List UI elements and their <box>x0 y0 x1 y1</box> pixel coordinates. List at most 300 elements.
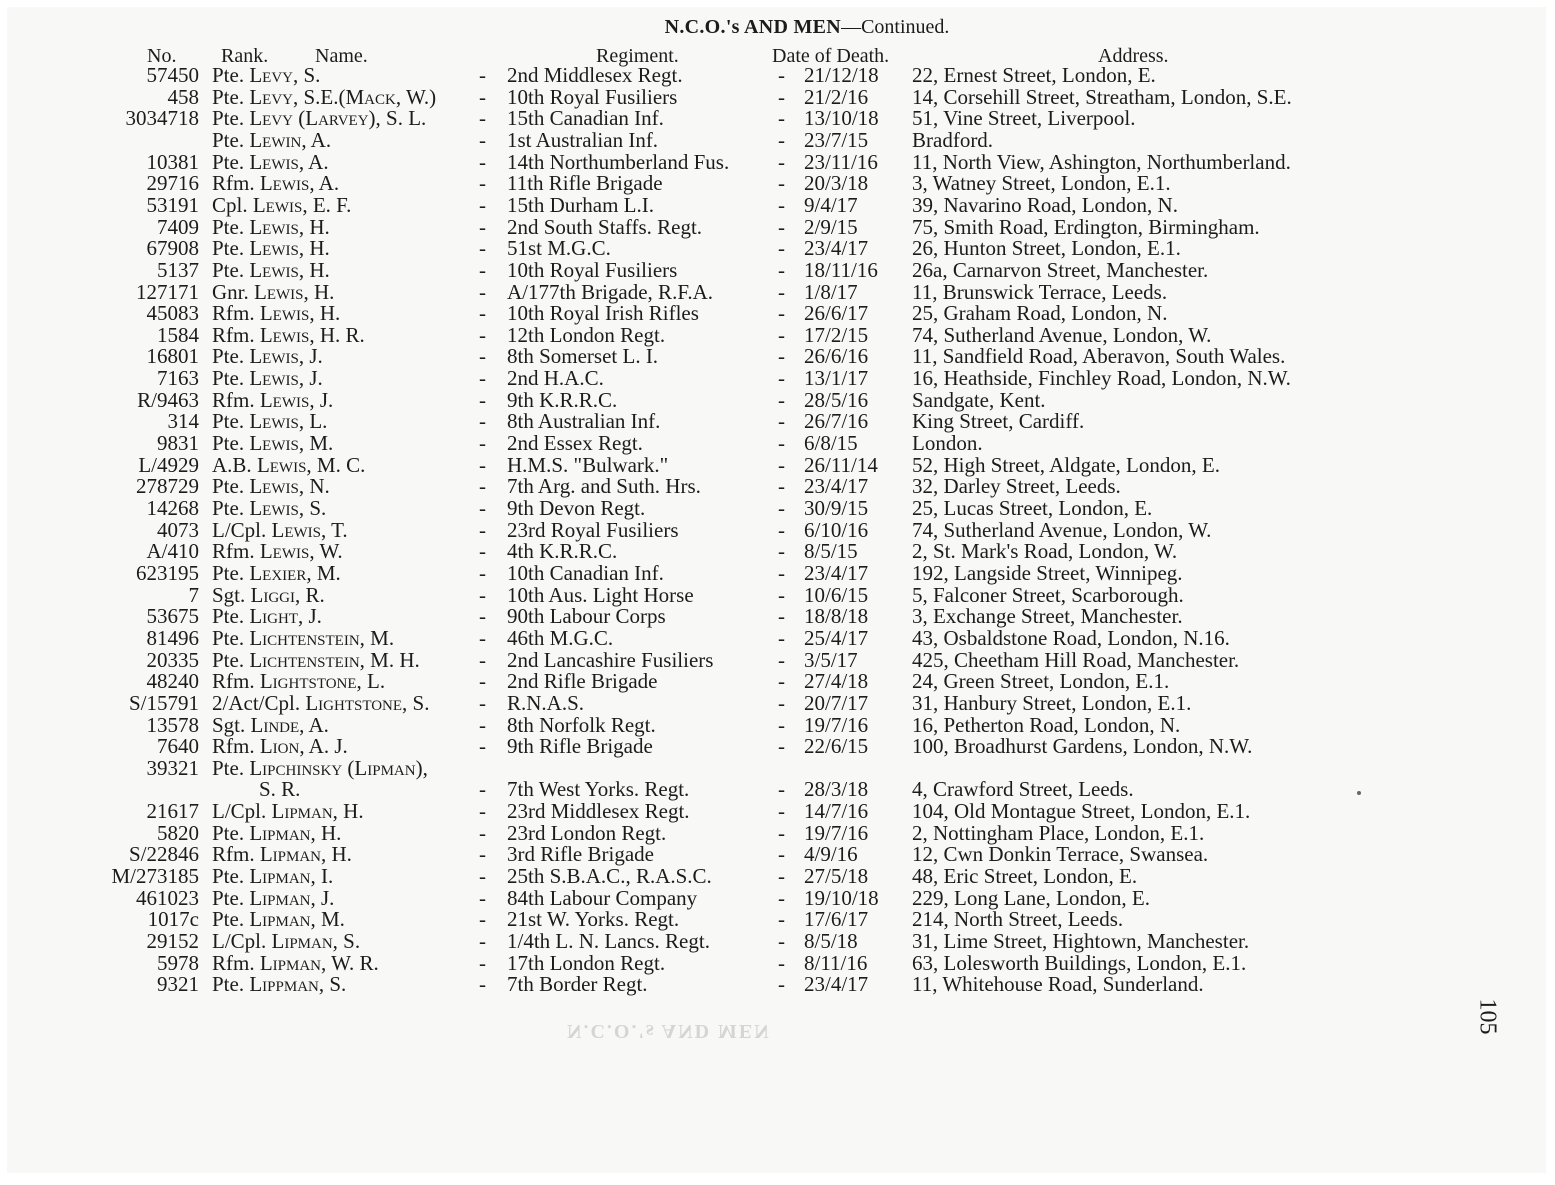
table-row <box>7 930 1546 952</box>
row-address: 11, North View, Ashington, Northumberland. <box>912 149 1291 174</box>
row-name: Lewis, H. <box>249 236 330 261</box>
row-number: 13578 <box>146 712 199 737</box>
row-name: Lightstone, S. <box>305 690 430 715</box>
row-date-of-death: 9/4/17 <box>804 192 858 217</box>
leader-dash: - <box>778 625 785 650</box>
row-date-of-death: 23/7/15 <box>804 127 869 152</box>
row-regiment: 10th Canadian Inf. <box>507 560 664 585</box>
row-name: Lipman, I. <box>249 864 334 889</box>
row-name: Lewis, J. <box>249 344 323 369</box>
table-row <box>7 172 1546 194</box>
row-address: 25, Graham Road, London, N. <box>912 301 1168 326</box>
table-row <box>7 908 1546 930</box>
row-rank: Pte. <box>212 755 245 780</box>
table-row <box>7 194 1546 216</box>
row-rank: Sgt. <box>212 712 246 737</box>
row-date-of-death: 18/8/18 <box>804 604 869 629</box>
leader-dash: - <box>479 127 486 152</box>
row-rank-name <box>212 800 364 822</box>
table-row <box>7 281 1546 303</box>
leader-dash: - <box>479 712 486 737</box>
page-title-main: N.C.O.'s AND MEN <box>664 16 842 38</box>
row-date-of-death: 21/2/16 <box>804 84 869 109</box>
row-address: 43, Osbaldstone Road, London, N.16. <box>912 625 1230 650</box>
leader-dash: - <box>479 604 486 629</box>
header-regiment: Regiment. <box>596 45 679 67</box>
row-rank: Pte. <box>212 344 245 369</box>
row-rank: Pte. <box>212 625 245 650</box>
leader-dash: - <box>778 539 785 564</box>
row-regiment: 9th Devon Regt. <box>507 496 646 520</box>
leader-dash: - <box>778 517 785 542</box>
leader-dash: - <box>778 344 785 369</box>
row-address: 26, Hunton Street, London, E.1. <box>912 236 1181 261</box>
row-rank-name <box>212 151 329 173</box>
header-date-of-death: Date of Death. <box>772 45 890 67</box>
leader-dash: - <box>778 387 785 412</box>
leader-dash: - <box>778 842 785 867</box>
row-name: Lipchinsky (Lipman), <box>249 755 428 780</box>
row-regiment: 2nd Middlesex Regt. <box>507 63 683 87</box>
leader-dash: - <box>778 712 785 737</box>
row-date-of-death: 26/6/16 <box>804 344 869 369</box>
row-rank: Pte. <box>212 560 245 585</box>
row-rank-name <box>212 562 341 584</box>
row-address: Bradford. <box>912 127 994 152</box>
row-number: 3034718 <box>125 106 199 131</box>
row-rank-name <box>212 887 334 909</box>
row-date-of-death: 23/4/17 <box>804 474 869 499</box>
row-rank: Rfm. <box>212 842 255 867</box>
row-rank: Rfm. <box>212 322 255 347</box>
row-rank-name <box>212 454 365 476</box>
leader-dash: - <box>479 301 486 326</box>
row-rank-name <box>212 692 430 714</box>
row-regiment: 10th Royal Fusiliers <box>507 84 678 109</box>
row-date-of-death: 14/7/16 <box>804 799 869 824</box>
leader-dash: - <box>778 192 785 217</box>
row-address: 5, Falconer Street, Scarborough. <box>912 582 1184 607</box>
row-number: M/273185 <box>111 864 199 889</box>
row-name: Lewis, L. <box>249 409 328 434</box>
row-date-of-death: 18/11/16 <box>804 257 878 282</box>
row-regiment: 14th Northumberland Fus. <box>507 149 730 174</box>
table-row <box>7 843 1546 865</box>
table-row <box>7 237 1546 259</box>
row-name: Lewis, M. C. <box>256 452 366 477</box>
row-name: Lewis, H. <box>249 214 330 239</box>
row-rank-name <box>212 194 351 216</box>
row-name: Lewis, M. <box>249 431 334 456</box>
row-address: King Street, Cardiff. <box>912 409 1085 434</box>
row-regiment: 3rd Rifle Brigade <box>507 842 654 867</box>
row-number: 4073 <box>157 517 199 542</box>
row-address: 192, Langside Street, Winnipeg. <box>912 560 1183 585</box>
row-date-of-death: 20/7/17 <box>804 690 869 715</box>
row-date-of-death: 19/7/16 <box>804 712 869 737</box>
row-rank: Pte. <box>212 474 245 499</box>
row-rank-name <box>212 670 385 692</box>
leader-dash: - <box>778 301 785 326</box>
row-rank-name <box>212 519 348 541</box>
row-date-of-death: 17/2/15 <box>804 322 869 347</box>
leader-dash: - <box>778 690 785 715</box>
row-address: 2, Nottingham Place, London, E.1. <box>912 820 1205 845</box>
row-rank-name <box>212 649 420 671</box>
row-date-of-death: 19/7/16 <box>804 820 869 845</box>
table-row <box>7 64 1546 86</box>
row-rank: L/Cpl. <box>212 517 267 542</box>
row-date-of-death: 23/11/16 <box>804 149 878 174</box>
row-regiment: 2nd Lancashire Fusiliers <box>507 647 714 672</box>
row-date-of-death: 1/8/17 <box>804 279 858 304</box>
row-regiment: 12th London Regt. <box>507 322 666 347</box>
row-name: Levy, S.E.(Mack, W.) <box>249 84 437 109</box>
leader-dash: - <box>778 84 785 109</box>
leader-dash: - <box>778 279 785 304</box>
leader-dash: - <box>778 929 785 953</box>
row-name: Lewis, J. <box>249 366 323 391</box>
row-regiment: R.N.A.S. <box>507 690 585 715</box>
row-number: 53675 <box>146 604 199 629</box>
row-name: Lewis, W. <box>259 539 343 564</box>
row-date-of-death: 8/5/18 <box>804 929 858 953</box>
leader-dash: - <box>479 907 486 932</box>
leader-dash: - <box>778 149 785 174</box>
row-rank: Pte. <box>212 214 245 239</box>
row-rank-name <box>212 952 379 974</box>
row-regiment: 10th Aus. Light Horse <box>507 582 694 607</box>
row-rank-name <box>212 86 436 108</box>
leader-dash: - <box>778 669 785 694</box>
row-number: 16801 <box>146 344 199 369</box>
row-name: Lewin, A. <box>249 127 332 152</box>
table-row <box>7 735 1546 757</box>
leader-dash: - <box>778 127 785 152</box>
row-date-of-death: 23/4/17 <box>804 236 869 261</box>
leader-dash: - <box>479 625 486 650</box>
row-address: 31, Lime Street, Hightown, Manchester. <box>912 929 1250 953</box>
row-number: 7640 <box>157 734 199 759</box>
leader-dash: - <box>479 257 486 282</box>
row-rank-name <box>212 281 334 303</box>
row-rank: Pte. <box>212 972 245 997</box>
row-rank-name <box>212 475 330 497</box>
row-number: 127171 <box>136 279 199 304</box>
row-date-of-death: 26/6/17 <box>804 301 869 326</box>
row-address: 3, Watney Street, London, E.1. <box>912 171 1171 196</box>
table-row <box>7 216 1546 238</box>
row-rank-name <box>212 584 325 606</box>
row-rank-name <box>212 757 428 779</box>
table-row <box>7 519 1546 541</box>
row-rank-name <box>212 865 333 887</box>
row-name: Lipman, M. <box>249 907 345 932</box>
table-row <box>7 389 1546 411</box>
row-date-of-death: 21/12/18 <box>804 63 879 87</box>
row-number: R/9463 <box>137 387 199 412</box>
row-address: 74, Sutherland Avenue, London, W. <box>912 517 1212 542</box>
leader-dash: - <box>479 560 486 585</box>
table-row <box>7 757 1546 779</box>
row-rank: Gnr. <box>212 279 249 304</box>
leader-dash: - <box>479 950 486 975</box>
leader-dash: - <box>479 106 486 131</box>
leader-dash: - <box>778 452 785 477</box>
row-date-of-death: 6/8/15 <box>804 431 858 456</box>
row-rank-name <box>212 540 343 562</box>
row-regiment: 2nd South Staffs. Regt. <box>507 214 703 239</box>
table-row <box>7 627 1546 649</box>
leader-dash: - <box>778 106 785 131</box>
leader-dash: - <box>479 84 486 109</box>
table-row <box>7 475 1546 497</box>
show-through-text: N.C.O.'s AND MEN <box>567 1020 771 1042</box>
row-address: London. <box>912 431 983 456</box>
row-date-of-death: 13/10/18 <box>804 106 879 131</box>
row-name: Lipman, S. <box>271 929 361 953</box>
leader-dash: - <box>778 322 785 347</box>
table-row <box>7 692 1546 714</box>
row-date-of-death: 3/5/17 <box>804 647 858 672</box>
table-row <box>7 778 1546 800</box>
leader-dash: - <box>778 431 785 456</box>
leader-dash: - <box>778 582 785 607</box>
row-regiment: 10th Royal Irish Rifles <box>507 301 699 326</box>
row-number: 9831 <box>157 431 199 456</box>
row-rank-name <box>212 930 360 952</box>
row-rank-name <box>212 714 329 736</box>
row-number: 53191 <box>146 192 199 217</box>
row-address: 16, Heathside, Finchley Road, London, N.W. <box>912 366 1291 391</box>
row-address: 16, Petherton Road, London, N. <box>912 712 1181 737</box>
table-row <box>7 107 1546 129</box>
row-address: 11, Brunswick Terrace, Leeds. <box>912 279 1168 304</box>
row-rank: Pte. <box>212 431 245 456</box>
header-no: No. <box>147 45 177 67</box>
row-regiment: 9th Rifle Brigade <box>507 734 653 759</box>
leader-dash: - <box>778 366 785 391</box>
row-address: 22, Ernest Street, London, E. <box>912 63 1156 87</box>
row-rank-name <box>212 843 352 865</box>
row-address: 11, Sandfield Road, Aberavon, South Wales. <box>912 344 1286 369</box>
row-rank: Pte. <box>212 149 245 174</box>
table-row <box>7 714 1546 736</box>
row-regiment: 8th Somerset L. I. <box>507 344 659 369</box>
row-rank-name <box>212 973 346 995</box>
leader-dash: - <box>778 171 785 196</box>
row-rank: Pte. <box>212 496 245 520</box>
leader-dash: - <box>479 366 486 391</box>
table-row <box>7 605 1546 627</box>
row-rank-name <box>259 778 300 800</box>
row-rank-name <box>212 822 341 844</box>
row-address: 39, Navarino Road, London, N. <box>912 192 1178 217</box>
row-date-of-death: 26/11/14 <box>804 452 878 477</box>
leader-dash: - <box>778 972 785 997</box>
row-date-of-death: 28/3/18 <box>804 777 869 802</box>
leader-dash: - <box>479 63 486 87</box>
row-name: Lewis, J. <box>259 387 334 412</box>
row-name: Lipman, H. <box>259 842 352 867</box>
row-name: Lippman, S. <box>249 972 347 997</box>
leader-dash: - <box>479 409 486 434</box>
row-regiment: 2nd Essex Regt. <box>507 431 643 456</box>
row-rank: Pte. <box>212 604 245 629</box>
leader-dash: - <box>479 647 486 672</box>
row-address: 26a, Carnarvon Street, Manchester. <box>912 257 1209 282</box>
row-rank: Cpl. <box>212 192 248 217</box>
leader-dash: - <box>778 63 785 87</box>
row-date-of-death: 6/10/16 <box>804 517 869 542</box>
row-regiment: 4th K.R.R.C. <box>507 539 618 564</box>
leader-dash: - <box>479 387 486 412</box>
row-regiment: 7th Arg. and Suth. Hrs. <box>507 474 701 499</box>
row-rank: 2/Act/Cpl. <box>212 690 301 715</box>
table-row <box>7 151 1546 173</box>
row-regiment: 1st Australian Inf. <box>507 127 659 152</box>
row-rank-name <box>212 605 322 627</box>
leader-dash: - <box>479 431 486 456</box>
table-row <box>7 865 1546 887</box>
row-rank: Pte. <box>212 106 245 131</box>
row-address: 25, Lucas Street, London, E. <box>912 496 1153 520</box>
row-regiment: 17th London Regt. <box>507 950 666 975</box>
table-row <box>7 367 1546 389</box>
row-date-of-death: 13/1/17 <box>804 366 869 391</box>
row-name: S. R. <box>259 777 301 802</box>
header-address: Address. <box>1098 45 1169 67</box>
row-rank-name <box>212 410 327 432</box>
row-rank: Pte. <box>212 84 245 109</box>
table-row <box>7 259 1546 281</box>
row-name: Levy, S. <box>249 63 321 87</box>
row-name: Lewis, A. <box>259 171 340 196</box>
row-name: Lewis, A. <box>249 149 329 174</box>
table-row <box>7 800 1546 822</box>
leader-dash: - <box>479 474 486 499</box>
row-address: 14, Corsehill Street, Streatham, London, S.E. <box>912 84 1292 109</box>
table-row <box>7 952 1546 974</box>
row-rank-name <box>212 345 323 367</box>
row-date-of-death: 30/9/15 <box>804 496 869 520</box>
row-rank: Pte. <box>212 257 245 282</box>
row-rank-name <box>212 302 340 324</box>
leader-dash: - <box>479 192 486 217</box>
row-number: S/22846 <box>128 842 199 867</box>
row-address: 2, St. Mark's Road, London, W. <box>912 539 1178 564</box>
row-number: 20335 <box>146 647 199 672</box>
row-number: A/410 <box>146 539 199 564</box>
row-regiment: 90th Labour Corps <box>507 604 666 629</box>
leader-dash: - <box>778 820 785 845</box>
row-name: Levy (Larvey), S. L. <box>249 106 427 131</box>
table-row <box>7 584 1546 606</box>
leader-dash: - <box>778 236 785 261</box>
row-number: 57450 <box>146 63 199 87</box>
row-name: Lipman, J. <box>249 885 335 910</box>
leader-dash: - <box>479 690 486 715</box>
row-date-of-death: 28/5/16 <box>804 387 869 412</box>
row-date-of-death: 19/10/18 <box>804 885 879 910</box>
row-rank: Rfm. <box>212 539 255 564</box>
row-number: 5978 <box>157 950 199 975</box>
row-regiment: 9th K.R.R.C. <box>507 387 618 412</box>
leader-dash: - <box>479 214 486 239</box>
row-rank-name <box>212 908 345 930</box>
row-name: Lewis, T. <box>271 517 348 542</box>
row-rank: Rfm. <box>212 734 255 759</box>
row-name: Lewis, H. <box>249 257 330 282</box>
row-name: Lipman, W. R. <box>259 950 379 975</box>
leader-dash: - <box>479 929 486 953</box>
row-number: S/15791 <box>128 690 199 715</box>
row-number: 14268 <box>146 496 199 520</box>
table-row <box>7 670 1546 692</box>
row-regiment: 15th Canadian Inf. <box>507 106 664 131</box>
leader-dash: - <box>778 799 785 824</box>
row-regiment: 51st M.G.C. <box>507 236 611 261</box>
leader-dash: - <box>778 474 785 499</box>
row-name: Lewis, N. <box>249 474 330 499</box>
leader-dash: - <box>778 864 785 889</box>
row-rank: Pte. <box>212 127 245 152</box>
row-rank: Rfm. <box>212 387 255 412</box>
row-number: 45083 <box>146 301 199 326</box>
leader-dash: - <box>778 647 785 672</box>
row-name: Lewis, S. <box>249 496 327 520</box>
row-number: 29152 <box>146 929 199 953</box>
row-rank: Rfm. <box>212 950 255 975</box>
row-number: 9321 <box>157 972 199 997</box>
row-address: 3, Exchange Street, Manchester. <box>912 604 1183 629</box>
row-rank: Pte. <box>212 647 245 672</box>
row-rank: A.B. <box>212 452 252 477</box>
row-rank-name <box>212 237 330 259</box>
row-regiment: 84th Labour Company <box>507 885 698 910</box>
row-rank-name <box>212 259 330 281</box>
leader-dash: - <box>479 734 486 759</box>
row-number: 67908 <box>146 236 199 261</box>
leader-dash: - <box>479 864 486 889</box>
row-address: 11, Whitehouse Road, Sunderland. <box>912 972 1204 997</box>
row-address: 48, Eric Street, London, E. <box>912 864 1138 889</box>
row-number: 81496 <box>146 625 199 650</box>
leader-dash: - <box>479 279 486 304</box>
row-address: 51, Vine Street, Liverpool. <box>912 106 1136 131</box>
row-rank-name <box>212 172 339 194</box>
row-regiment: 21st W. Yorks. Regt. <box>507 907 680 932</box>
leader-dash: - <box>479 669 486 694</box>
row-rank-name <box>212 129 331 151</box>
row-date-of-death: 27/5/18 <box>804 864 869 889</box>
leader-dash: - <box>479 885 486 910</box>
leader-dash: - <box>778 907 785 932</box>
row-number: 1584 <box>157 322 199 347</box>
row-rank-name <box>212 107 426 129</box>
table-row <box>7 345 1546 367</box>
leader-dash: - <box>479 344 486 369</box>
leader-dash: - <box>479 322 486 347</box>
row-address: 31, Hanbury Street, London, E.1. <box>912 690 1192 715</box>
row-name: Lexier, M. <box>249 560 341 585</box>
row-number: 461023 <box>136 885 199 910</box>
row-rank: Pte. <box>212 236 245 261</box>
row-regiment: 11th Rifle Brigade <box>507 171 663 196</box>
leader-dash: - <box>479 171 486 196</box>
row-date-of-death: 10/6/15 <box>804 582 869 607</box>
table-row <box>7 432 1546 454</box>
